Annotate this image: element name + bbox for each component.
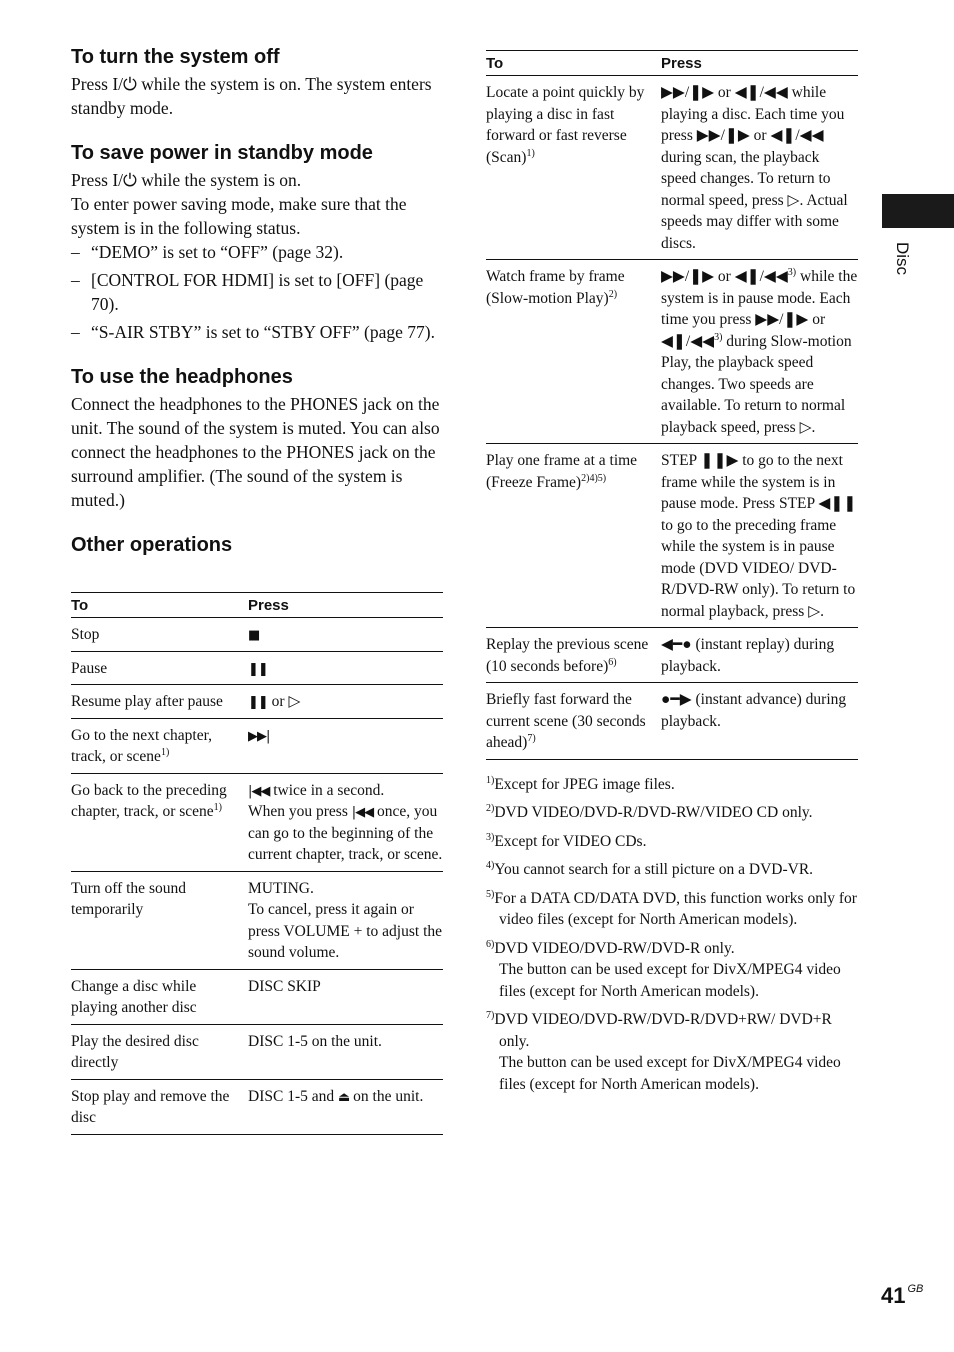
right-column [486,50,858,1102]
save-power-list [71,240,443,344]
save-power-heading: To save power in standby mode [71,142,373,164]
headphones-text: Connect the headphones to the PHONES jack on the unit. The sound of the system is muted. You can also connect the headphones to the PHONES jack on the surround amplifier. (The sound of the system is muted.) [71,394,440,510]
table-row: Watch frame by frame (Slow-motion Play)$^{2)}$ ▶▶/❚▶ or ◀❚/◀◀$^{3)}$ while the system is in pause mode. Each time you press ▶▶/❚▶ or ◀❚/◀◀$^{3)}$ during Slow-motion Play, the playback speed changes. Two speeds are available. To return to normal playback speed, press ▷. [486,260,858,444]
page-number: 41 $^{GB}$ [881,1283,924,1308]
table-row: Play one frame at a time (Freeze Frame)$^{2)4)5)}$ STEP ❚❚▶ to go to the next frame while the system is in pause mode. Press STEP ◀❚❚ to go to the preceding frame while the system is in pause mode (DVD VIDEO/ DVD-R/DVD-RW only). To return to normal playback, press ▷. [486,444,858,628]
table-row: Turn off the sound temporarily MUTING. To cancel, press it again or press VOLUME + to adjust the sound volume. [71,871,443,969]
table-row: Go to the next chapter, track, or scene$^{1)}$ ▶▶| [71,718,443,773]
pause-icon: ❚❚ [248,695,268,710]
headphones-section [71,364,443,512]
table-row: Play the desired disc directly DISC 1-5 on the unit. [71,1024,443,1079]
list-item: – “DEMO” is set to “OFF” (page 32). [71,242,344,262]
turn-off-section [71,44,443,120]
footnote: $^{4)}$You cannot search for a still picture on a DVD-VR. [486,859,814,878]
table-row: Stop play and remove the disc DISC 1-5 and ⏏ on the unit. [71,1079,443,1134]
turn-off-heading: To turn the system off [71,46,280,68]
footnotes [486,774,858,1096]
table-row: Briefly fast forward the current scene (30 seconds ahead)$^{7)}$ ●━▶ (instant advance) during playback. [486,683,858,760]
footnote: $^{3)}$Except for VIDEO CDs. [486,831,647,850]
stop-icon: ■ [248,628,260,643]
footnote: $^{2)}$DVD VIDEO/DVD-R/DVD-RW/VIDEO CD only. [486,802,813,821]
list-item: – “S-AIR STBY” is set to “STBY OFF” (page 77). [71,322,435,342]
footnote: $^{1)}$Except for JPEG image files. [486,774,675,793]
section-side-label: Disc [893,242,912,276]
left-column [71,44,443,1135]
list-item: – [CONTROL FOR HDMI] is set to [OFF] (page 70). [71,270,424,314]
turn-off-text: Press I/⏻ while the system is on. The system enters standby mode. [71,74,432,118]
eject-icon: ⏏ [337,1089,350,1105]
other-operations-table [71,592,443,1135]
table-row: Change a disc while playing another disc DISC SKIP [71,969,443,1024]
table-header-row: To Press [486,51,858,76]
table-row: Replay the previous scene (10 seconds before)$^{6)}$ ◀━● (instant replay) during playback. [486,628,858,683]
table-row: Go back to the preceding chapter, track, or scene$^{1)}$ |◀◀ twice in a second. When you press |◀◀ once, you can go to the beginning of the current chapter, track, or scene. [71,773,443,871]
previous-track-icon: |◀◀ [248,783,270,799]
save-power-section [71,140,443,344]
headphones-heading: To use the headphones [71,366,293,388]
playback-operations-table [486,50,858,760]
other-operations-heading: Other operations [71,534,233,556]
table-row: Resume play after pause ❚❚ or ▷ [71,685,443,719]
save-power-instructions: To enter power saving mode, make sure that the system is in the following status. [71,194,407,238]
table-row: Locate a point quickly by playing a disc in fast forward or fast reverse (Scan)$^{1)}$ ▶▶/❚▶ or ◀❚/◀◀ while playing a disc. Each time you press ▶▶/❚▶ or ◀❚/◀◀ during scan, the playback speed changes. To return to normal speed, press ▷. Actual speeds may differ with some discs. [486,76,858,260]
section-tab-marker [882,194,954,228]
table-header-row: To Press [71,593,443,618]
table-row: Pause ❚❚ [71,651,443,685]
footnote: $^{7)}$DVD VIDEO/DVD-RW/DVD-R/DVD+RW/ DVD+R only. The button can be used except for DivX/MPEG4 video files (except for North American models). [486,1009,841,1093]
previous-track-icon: |◀◀ [351,805,374,820]
pause-icon: ❚❚ [248,661,268,677]
footnote: $^{5)}$For a DATA CD/DATA DVD, this function works only for video files (except for North American models). [486,888,857,928]
footnote: $^{6)}$DVD VIDEO/DVD-RW/DVD-R only. The button can be used except for DivX/MPEG4 video files (except for North American models). [486,938,841,1000]
next-track-icon: ▶▶| [248,728,270,744]
table-row: Stop ■ [71,618,443,652]
save-power-text: Press I/⏻ while the system is on. [71,170,302,190]
power-icon: I/⏻ [112,74,137,94]
power-icon: I/⏻ [112,170,137,190]
